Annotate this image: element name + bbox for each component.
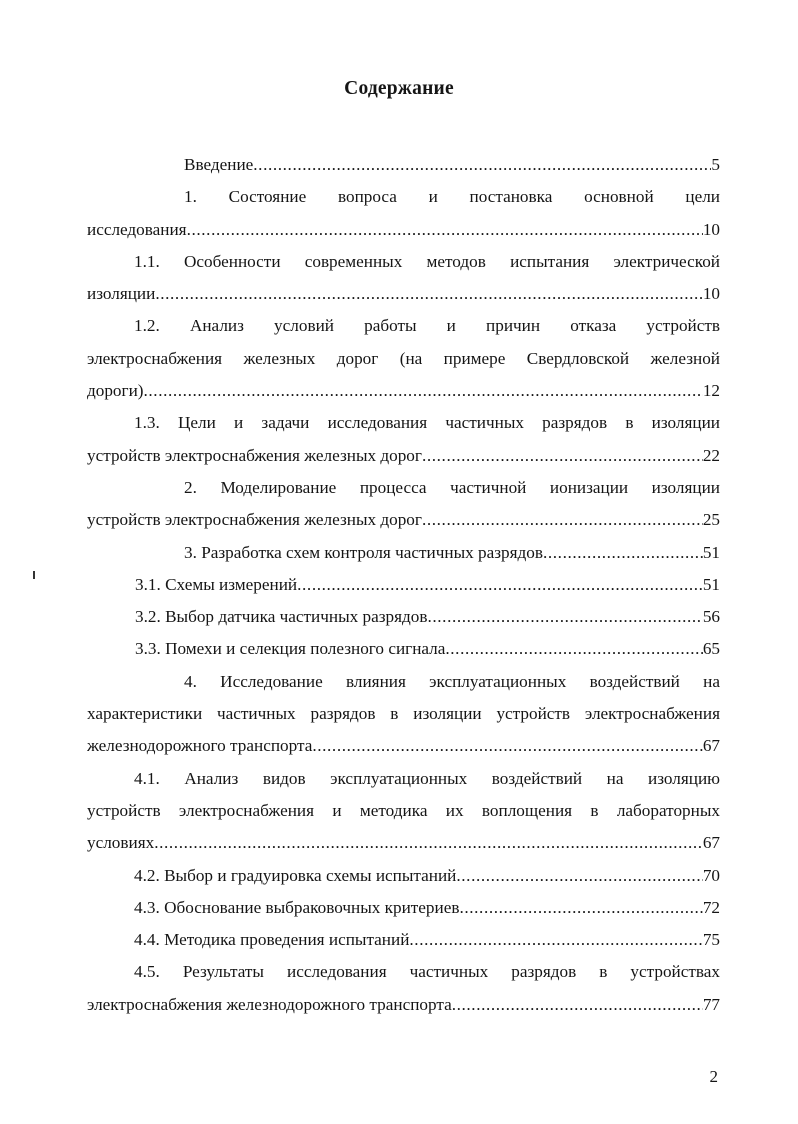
toc-page-number: 51 (702, 574, 720, 594)
page-number: 2 (709, 1067, 718, 1086)
toc-entry-section-1-2-cont (87, 343, 720, 375)
toc-entry-chapter-2-cont (87, 504, 720, 536)
toc-page-number: 10 (702, 219, 720, 239)
toc-page-number: 67 (702, 833, 720, 853)
dot-leader (456, 860, 702, 892)
dot-leader (422, 440, 703, 472)
toc-entry-section-3-2 (87, 601, 720, 633)
toc-entry-section-4-5-cont (87, 989, 720, 1021)
toc-entry-chapter-4-cont2 (87, 730, 720, 762)
toc-entry-section-1-2-cont2 (87, 375, 720, 407)
toc-entry-section-1-1 (87, 246, 720, 278)
toc-entry-chapter-1 (87, 181, 720, 213)
toc-page-number: 12 (702, 381, 720, 401)
toc-entry-title: 4.2. Выбор и градуировка схемы испытаний (134, 865, 457, 885)
toc-page-number: 51 (702, 542, 720, 562)
toc-entry-section-4-1-cont2 (87, 827, 720, 859)
toc-entry-title: Введение (184, 155, 254, 174)
toc-entry-chapter-3 (87, 537, 720, 569)
toc-entry-title: 3.2. Выбор датчика частичных разрядов (135, 607, 428, 627)
toc-entry-section-4-1 (87, 763, 720, 795)
toc-entry-title: 1.1. Особенности современных методов испытания электрической (134, 251, 720, 271)
dot-leader (144, 375, 703, 407)
toc-entry-introduction (87, 149, 720, 181)
toc-page-number: 65 (702, 639, 720, 659)
toc-entry-title-cont: электроснабжения железных дорог (на примере Свердловской железной (87, 348, 720, 368)
toc-page-number: 10 (702, 284, 720, 304)
toc-entry-title: 4. Исследование влияния эксплуатационных воздействий на (184, 671, 720, 691)
toc-entry-title-cont: железнодорожного транспорта (87, 736, 313, 756)
toc-page-number: 5 (711, 155, 720, 174)
toc-entry-section-3-1 (87, 569, 720, 601)
toc-entry-chapter-4-cont (87, 698, 720, 730)
dot-leader (409, 924, 702, 956)
dot-leader (155, 278, 702, 310)
toc-entry-title-cont: исследования (87, 219, 187, 239)
toc-entry-title-cont: дороги) (87, 381, 144, 401)
toc-page-number: 75 (702, 930, 720, 950)
toc-entry-title-cont: характеристики частичных разрядов в изоляции устройств электроснабжения (87, 704, 720, 724)
dot-leader (427, 601, 702, 633)
dot-leader (422, 504, 703, 536)
dot-leader (187, 214, 703, 246)
toc-entry-section-4-1-cont (87, 795, 720, 827)
dot-leader (312, 730, 702, 762)
dot-leader (154, 827, 703, 859)
dot-leader (253, 149, 711, 181)
toc-entry-chapter-4 (87, 666, 720, 698)
toc-entry-section-1-3 (87, 407, 720, 439)
toc-entry-chapter-2 (87, 472, 720, 504)
toc-entry-title: 1.2. Анализ условий работы и причин отказа устройств (134, 316, 720, 336)
toc-entry-title: 3.1. Схемы измерений (135, 574, 298, 594)
toc-entry-title: 3. Разработка схем контроля частичных разрядов (184, 542, 543, 562)
toc-entry-title-cont: устройств электроснабжения железных дорог (87, 510, 422, 530)
toc-page-number: 72 (702, 897, 720, 917)
toc-entry-title: 2. Моделирование процесса частичной ионизации изоляции (184, 477, 720, 497)
dot-leader (452, 989, 703, 1021)
toc-page-number: 22 (702, 445, 720, 465)
toc-entry-section-4-2 (87, 860, 720, 892)
toc-entry-title-cont: электроснабжения железнодорожного транспорта (87, 994, 452, 1014)
toc-entry-chapter-1-cont (87, 214, 720, 246)
toc-page-number: 77 (702, 994, 720, 1014)
toc-entry-title: 4.4. Методика проведения испытаний (134, 930, 410, 950)
toc-entry-title: 4.5. Результаты исследования частичных разрядов в устройствах (134, 962, 720, 982)
toc-entry-title: 1. Состояние вопроса и постановка основной цели (184, 187, 720, 207)
toc-entry-section-1-1-cont (87, 278, 720, 310)
dot-leader (459, 892, 702, 924)
toc-entry-section-1-3-cont (87, 440, 720, 472)
toc-entry-title: 4.3. Обоснование выбраковочных критериев (134, 897, 460, 917)
toc-page-number: 56 (702, 607, 720, 627)
toc-entry-section-3-3 (87, 633, 720, 665)
page-title: Содержание (344, 78, 454, 99)
toc-page-number: 67 (702, 736, 720, 756)
scan-artifact-mark (33, 571, 35, 579)
toc-page-number: 70 (702, 865, 720, 885)
toc-entry-title-cont: устройств электроснабжения и методика их воплощения в лабораторных (87, 800, 720, 820)
table-of-contents (87, 149, 720, 1021)
toc-entry-title: 4.1. Анализ видов эксплуатационных воздействий на изоляцию (134, 768, 720, 788)
toc-entry-section-1-2 (87, 310, 720, 342)
toc-entry-title: 1.3. Цели и задачи исследования частичных разрядов в изоляции (134, 413, 720, 433)
dot-leader (543, 537, 703, 569)
toc-page-number: 25 (702, 510, 720, 530)
toc-entry-section-4-4 (87, 924, 720, 956)
toc-entry-title-cont: условиях (87, 833, 155, 853)
toc-entry-title-cont: устройств электроснабжения железных дорог (87, 445, 422, 465)
dot-leader (445, 633, 702, 665)
toc-entry-section-4-3 (87, 892, 720, 924)
toc-entry-title: 3.3. Помехи и селекция полезного сигнала (135, 639, 446, 659)
toc-entry-section-4-5 (87, 956, 720, 988)
toc-entry-title-cont: изоляции (87, 284, 156, 304)
dot-leader (297, 569, 703, 601)
